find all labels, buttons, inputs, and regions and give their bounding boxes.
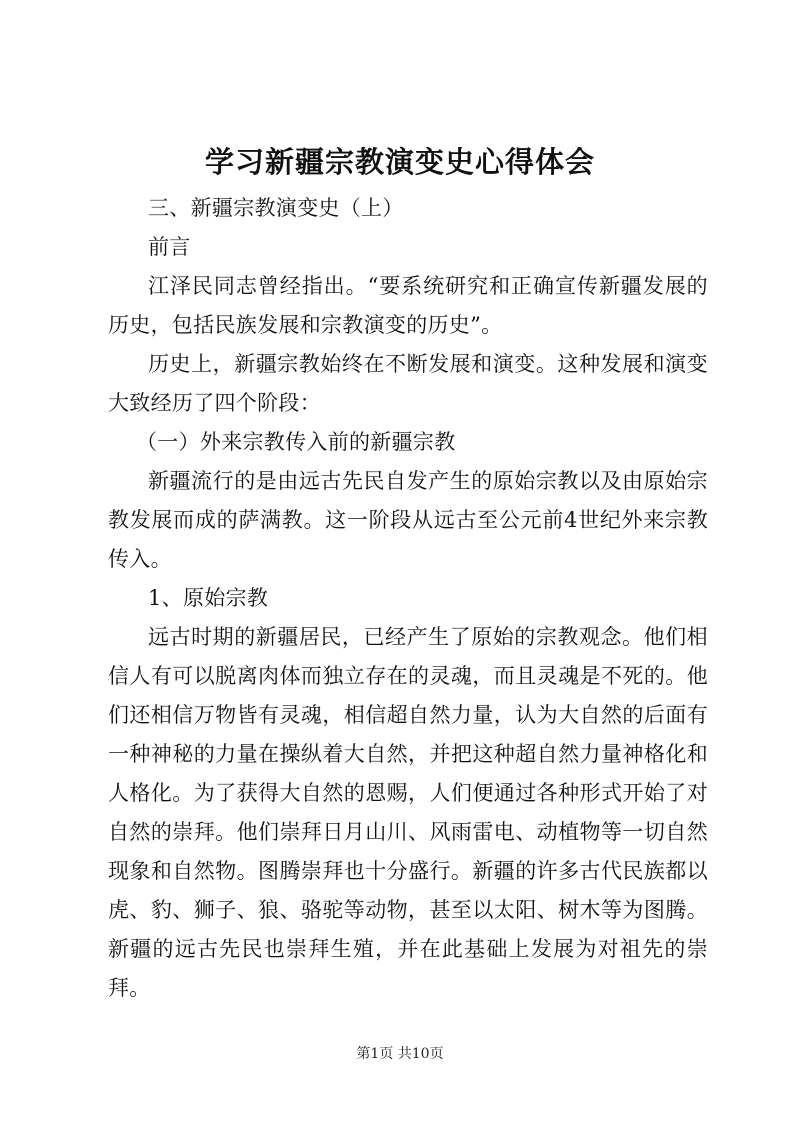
page-footer: 第1页 共10页 [356,1046,444,1062]
document-title: 学习新疆宗教演变史心得体会 [204,145,595,179]
document-body [108,189,708,1008]
section-heading: 三、新疆宗教演变史（上） [148,196,404,220]
subsection-heading: 1、原始宗教 [148,586,269,610]
paragraph: 远古时期的新疆居民，已经产生了原始的宗教观念。他们相信人有可以脱离肉体而独立存在的灵魂，而且灵魂是不死的。他们还相信万物皆有灵魂，相信超自然力量，认为大自然的后面有一种神秘的力量在操纵着大自然，并把这种超自然力量神格化和人格化。为了获得大自然的恩赐，人们便通过各种形式开始了对自然的崇拜。他们崇拜日月山川、风雨雷电、动植物等一切自然现象和自然物。图腾崇拜也十分盛行。新疆的许多古代民族都以虎、豹、狮子、狼、骆驼等动物，甚至以太阳、树木等为图腾。新疆的远古先民也崇拜生殖，并在此基础上发展为对祖先的崇拜。 [108,625,708,1000]
paragraph: 江泽民同志曾经指出。“要系统研究和正确宣传新疆发展的历史，包括民族发展和宗教演变的历史”。 [108,274,708,337]
preface-heading: 前言 [148,235,191,259]
subsection-heading: （一）外来宗教传入前的新疆宗教 [136,430,456,454]
paragraph: 历史上，新疆宗教始终在不断发展和演变。这种发展和演变大致经历了四个阶段： [108,352,708,415]
paragraph: 新疆流行的是由远古先民自发产生的原始宗教以及由原始宗教发展而成的萨满教。这一阶段从远古至公元前4世纪外来宗教传入。 [108,469,708,571]
